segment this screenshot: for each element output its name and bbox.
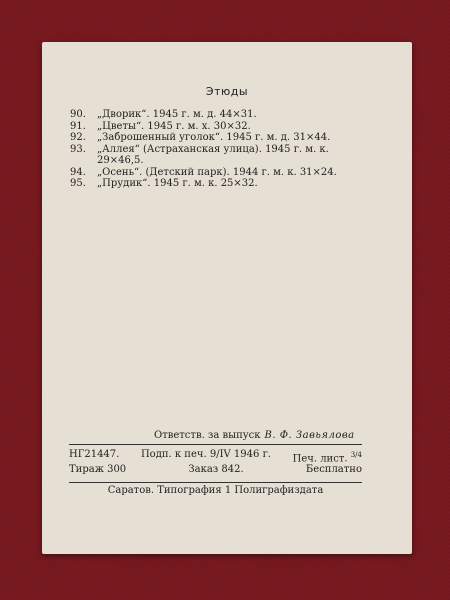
item-number: 92. — [70, 132, 86, 143]
item-number: 93. — [70, 143, 86, 155]
item-number: 94. — [70, 166, 86, 178]
list-item — [70, 132, 360, 144]
section-heading: Этюды — [205, 85, 249, 98]
item-text: „Прудик“. 1945 г. м. к. 25×32. — [97, 178, 258, 189]
item-number: 95. — [70, 178, 86, 189]
item-text: „Дворик“. 1945 г. м. д. 44×31. — [97, 109, 257, 120]
list-item — [70, 167, 360, 179]
responsible-name: В. Ф. Завьялова — [264, 430, 355, 441]
list-item — [70, 109, 360, 121]
imprint-printer: Саратов. Типография 1 Полиграфиздата — [107, 485, 324, 496]
divider-bottom — [69, 482, 362, 483]
divider-top — [69, 444, 362, 445]
etudes-list — [70, 109, 360, 190]
imprint-order: Заказ 842. — [188, 464, 244, 475]
imprint-code: НГ21447. — [69, 449, 120, 460]
imprint-line-2 — [69, 464, 362, 476]
sheets-value: 3/4 — [350, 451, 362, 459]
item-text: „Осень“. (Детский парк). 1944 г. м. к. 31×24. — [97, 166, 337, 178]
responsible-label: Ответств. за выпуск — [154, 430, 261, 441]
item-number: 90. — [70, 109, 86, 120]
imprint-sheets — [293, 449, 362, 465]
imprint-print-run: Тираж 300 — [69, 464, 127, 475]
list-item — [70, 144, 360, 167]
item-text: „Цветы“. 1945 г. м. х. 30×32. — [97, 120, 251, 132]
item-text: „Аллея“ (Астраханская улица). 1945 г. м. к. 29×46,5. — [97, 143, 329, 166]
item-number: 91. — [70, 120, 86, 132]
list-item — [70, 121, 360, 133]
catalog-page — [42, 42, 412, 554]
imprint-signed: Подп. к печ. 9/IV 1946 г. — [140, 449, 271, 460]
item-text: „Заброшенный уголок“. 1945 г. м. д. 31×44. — [97, 132, 331, 143]
responsible-line — [154, 430, 355, 441]
list-item — [70, 178, 360, 190]
imprint-line-1 — [69, 449, 362, 465]
sheets-label: Печ. лист. — [292, 453, 348, 465]
imprint-price: Бесплатно — [305, 464, 362, 475]
